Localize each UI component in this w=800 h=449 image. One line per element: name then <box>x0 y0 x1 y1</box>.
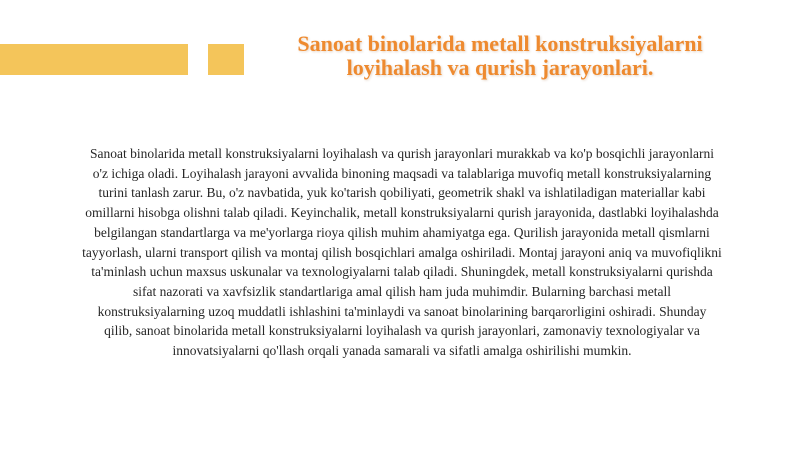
slide-title: Sanoat binolarida metall konstruksiyalarni loyihalash va qurish jarayonlari. <box>297 31 703 80</box>
decorative-accent-block <box>208 44 244 75</box>
decorative-accent-bar <box>0 44 188 75</box>
slide-body-text: Sanoat binolarida metall konstruksiyalarni loyihalash va qurish jarayonlari murakkab va ko'p bosqichli jarayonlarni o'z ichiga oladi. Loyihalash jarayoni avvalida binoning maqsadi va talablariga muvofiq metall konstruksiyalarning turini tanlash zarur. Bu, o'z navbatida, yuk ko'tarish qobiliyati, geometrik shakl va ishlatiladigan materiallar kabi omillarni hisobga olishni talab qiladi. Keyinchalik, metall konstruksiyalarni qurish jarayonida, dastlabki loyihalashda belgilangan standartlarga va me'yorlarga rioya qilish muhim ahamiyatga ega. Qurilish jarayonida metall qismlarni tayyorlash, ularni transport qilish va montaj qilish bosqichlari amalga oshiriladi. Montaj jarayoni aniq va muvofiqlikni ta'minlash uchun maxsus uskunalar va texnologiyalarni talab qiladi. Shuningdek, metall konstruksiyalarni qurishda sifat nazorati va xavfsizlik standartlariga amal qilish ham juda muhimdir. Bularning barchasi metall konstruksiyalarning uzoq muddatli ishlashini ta'minlaydi va sanoat binolarining barqarorligini oshiradi. Shunday qilib, sanoat binolarida metall konstruksiyalarni loyihalash va qurish jarayonlari, zamonaviy texnologiyalar va innovatsiyalarni qo'llash orqali yanada samarali va sifatli amalga oshirilishi mumkin. <box>82 146 722 359</box>
